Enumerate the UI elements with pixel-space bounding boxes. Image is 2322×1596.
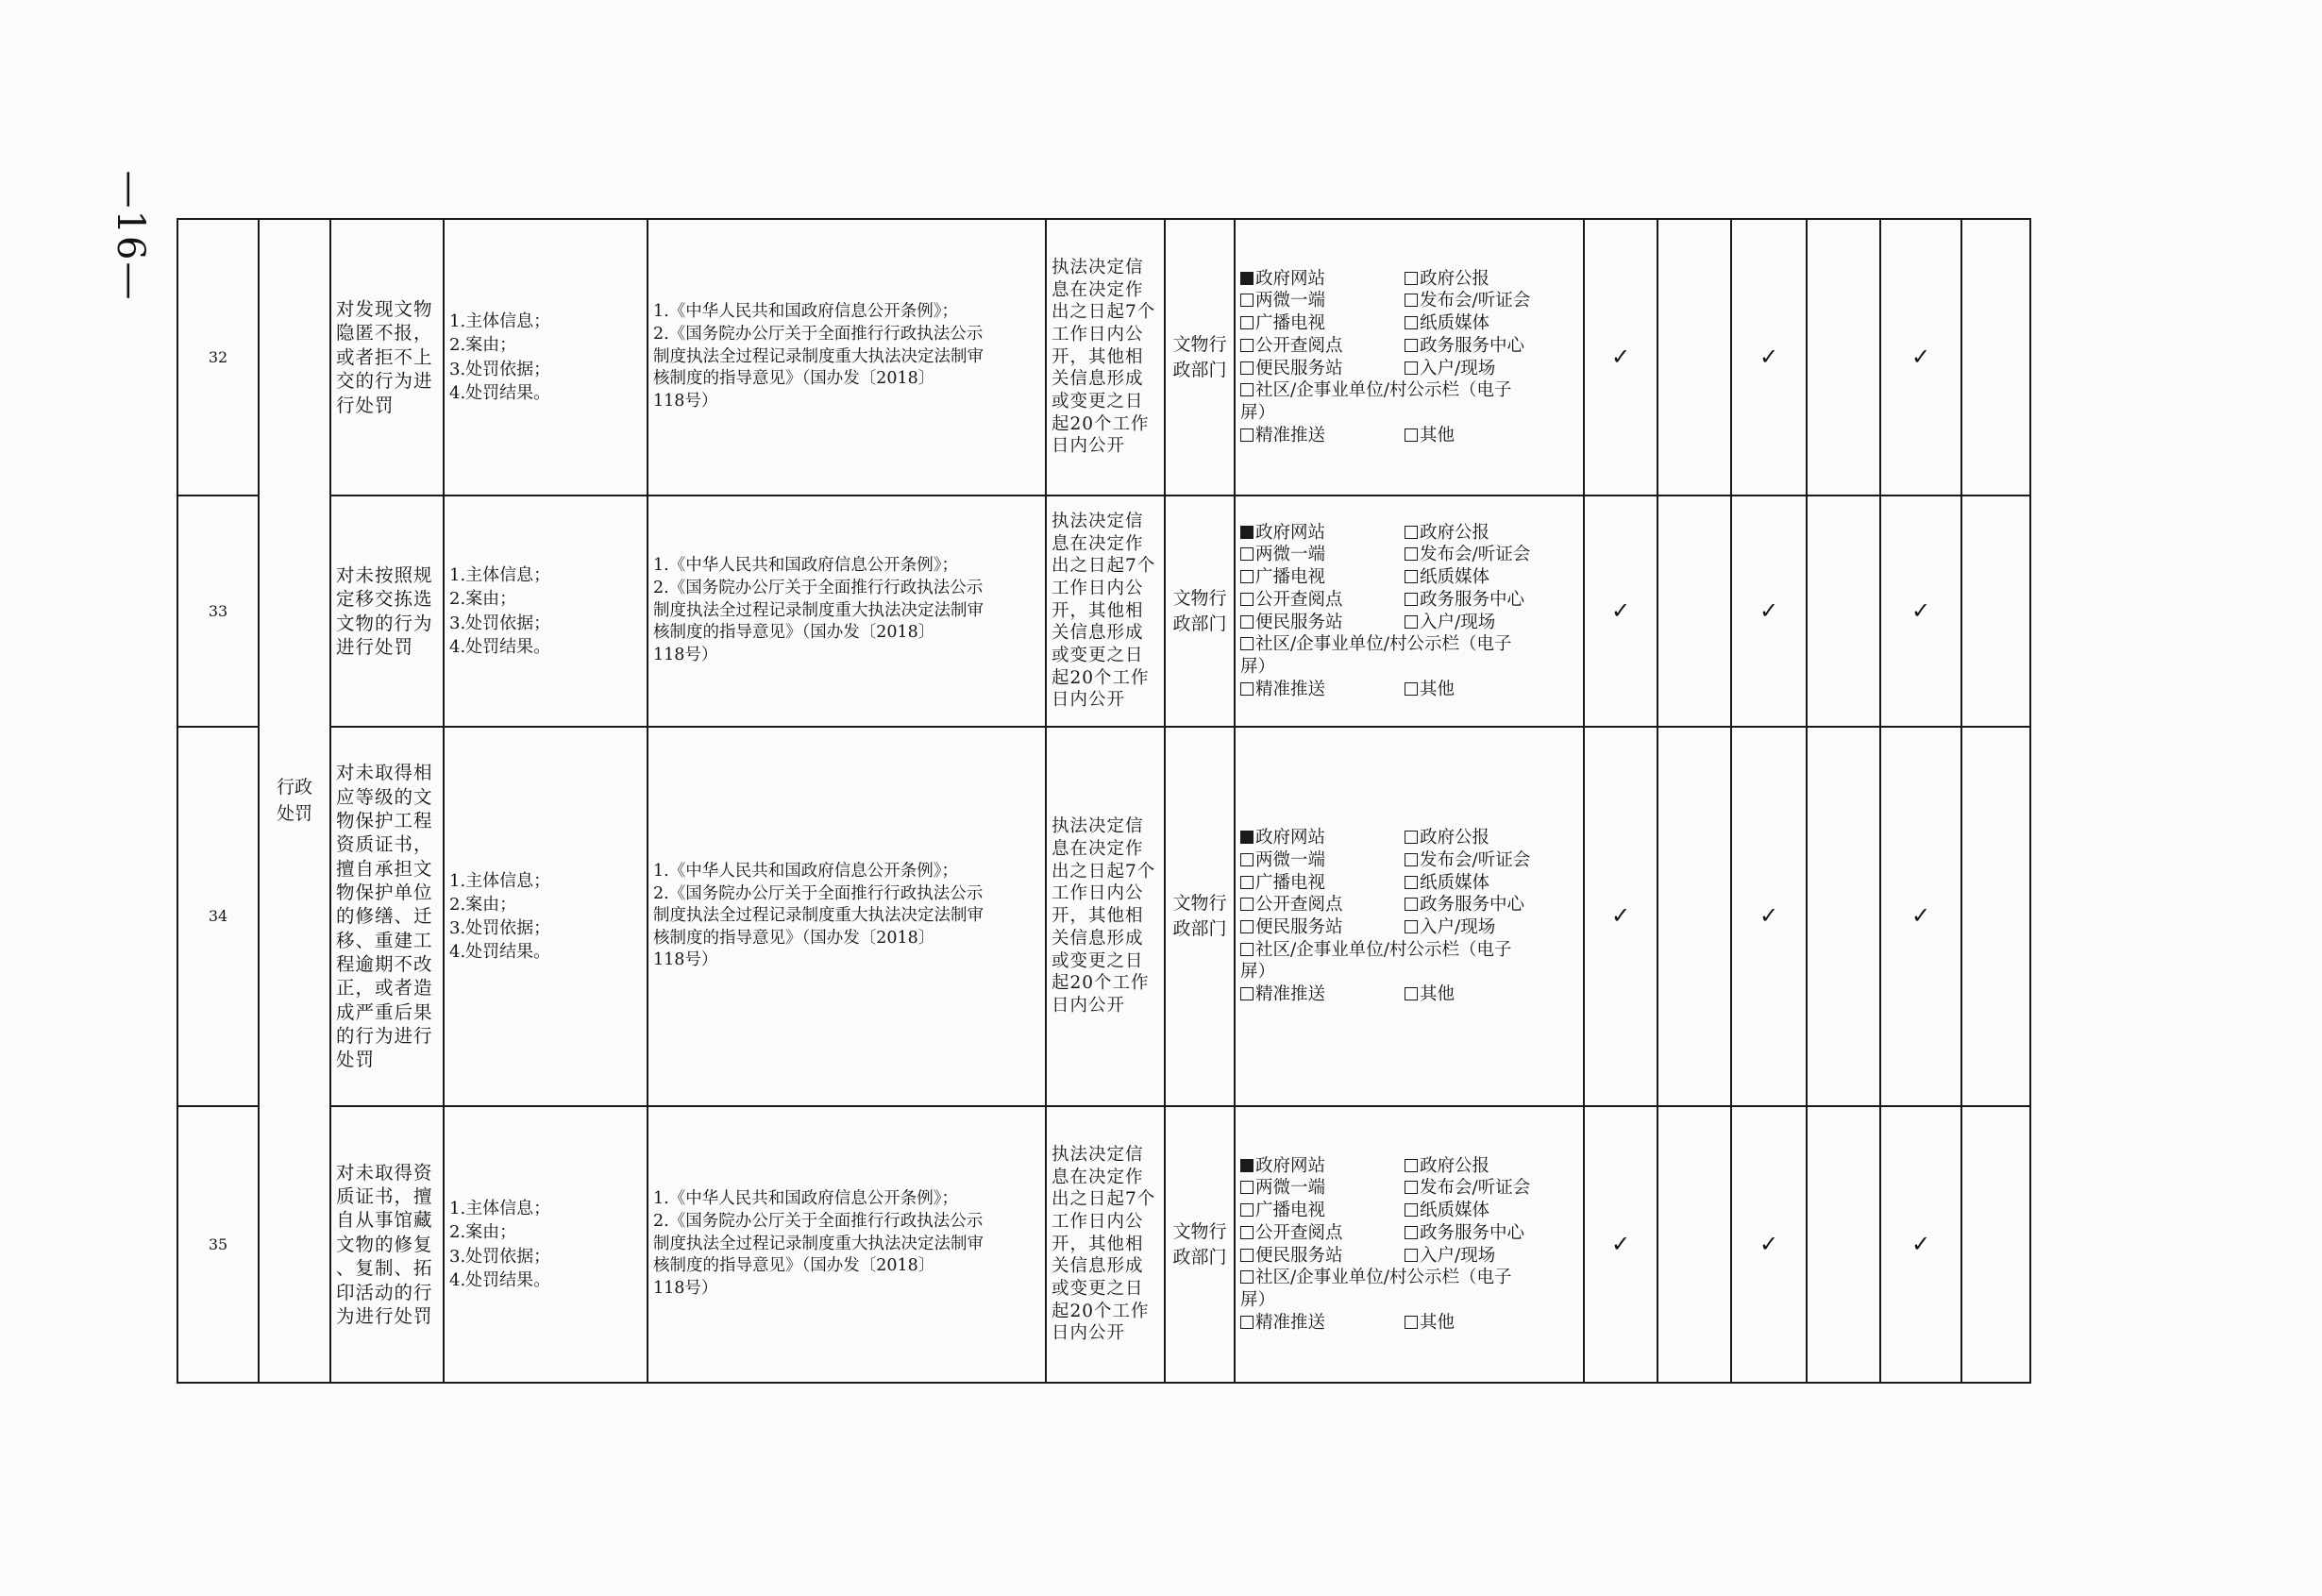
check-mark-cell: ✓ [1880,1106,1961,1383]
unchecked-box-icon[interactable] [1240,1270,1254,1284]
unchecked-box-icon[interactable] [1240,1249,1254,1262]
channel-option[interactable] [1240,939,1578,983]
basis-cell: 1.《中华人民共和国政府信息公开条例》； 2.《国务院办公厅关于全面推行行政执法公示 制度执法全过程记录制度重大执法决定法制审 核制度的指导意见》（国办发〔2018〕 118号） [648,727,1046,1106]
unchecked-box-icon[interactable] [1240,876,1254,889]
table-row [177,496,2030,727]
channel-option[interactable] [1240,379,1578,424]
channel-label: 发布会/听证会 [1420,849,1531,870]
content-item: 3.处罚依据； [449,613,551,633]
content-item: 2.案由； [449,1222,517,1243]
subject-cell: 文物行 政部门 [1165,496,1235,727]
check-mark-cell [1657,727,1731,1106]
unchecked-box-icon[interactable] [1405,682,1418,696]
channel-option[interactable] [1405,425,1578,447]
unchecked-box-icon[interactable] [1240,294,1254,307]
unchecked-box-icon[interactable] [1240,316,1254,329]
unchecked-box-icon[interactable] [1405,1226,1418,1239]
content-item: 3.处罚依据； [449,918,551,938]
channel-label: 广播电视 [1255,872,1326,893]
unchecked-box-icon[interactable] [1405,853,1418,866]
unchecked-box-icon[interactable] [1405,526,1418,539]
channel-label: 入户/现场 [1420,1245,1496,1266]
channel-label: 纸质媒体 [1420,313,1490,334]
channel-option[interactable] [1405,827,1578,849]
timing-cell: 执法决定信 息在决定作 出之日起7个 工作日内公 开，其他相 关信息形成 或变更之日 起20个工作 日内公开 [1046,219,1165,496]
channel-option[interactable] [1240,612,1405,634]
channel-option[interactable] [1240,1222,1405,1245]
timing-cell: 执法决定信 息在决定作 出之日起7个 工作日内公 开，其他相 关信息形成 或变更之日 起20个工作 日内公开 [1046,1106,1165,1383]
channel-option[interactable] [1405,1200,1578,1222]
channel-option[interactable] [1405,312,1578,335]
channel-label: 便民服务站 [1255,612,1343,632]
channel-option[interactable] [1405,268,1578,291]
content-item: 1.主体信息； [449,311,551,332]
unchecked-box-icon[interactable] [1240,547,1254,561]
channel-label: 发布会/听证会 [1420,545,1531,565]
channel-option[interactable] [1405,589,1578,612]
channel-option[interactable] [1240,1177,1405,1200]
unchecked-box-icon[interactable] [1405,831,1418,844]
checked-box-icon[interactable] [1240,272,1254,285]
unchecked-box-icon[interactable] [1405,272,1418,285]
unchecked-box-icon[interactable] [1405,920,1418,933]
unchecked-box-icon[interactable] [1405,361,1418,375]
basis-cell: 1.《中华人民共和国政府信息公开条例》； 2.《国务院办公厅关于全面推行行政执法公示 制度执法全过程记录制度重大执法决定法制审 核制度的指导意见》（国办发〔2018〕 118号） [648,1106,1046,1383]
unchecked-box-icon[interactable] [1405,339,1418,352]
unchecked-box-icon[interactable] [1405,876,1418,889]
channel-option[interactable] [1405,522,1578,545]
channel-option[interactable] [1405,358,1578,380]
subject-cell: 文物行 政部门 [1165,1106,1235,1383]
content-item: 2.案由； [449,589,517,610]
matter-cell: 对未取得资 质证书，擅 自从事馆藏 文物的修复 、复制、拓 印活动的行 为进行处罚 [330,1106,444,1383]
content-item: 3.处罚依据； [449,359,551,379]
channel-option[interactable] [1405,1312,1578,1335]
check-mark-cell: ✓ [1731,219,1807,496]
channels-cell [1235,1106,1584,1383]
channel-label: 政府公报 [1420,828,1490,848]
timing-cell: 执法决定信 息在决定作 出之日起7个 工作日内公 开，其他相 关信息形成 或变更之日 起20个工作 日内公开 [1046,727,1165,1106]
content-item: 1.主体信息； [449,565,551,586]
channel-label: 其他 [1420,425,1455,445]
check-mark-cell [1657,1106,1731,1383]
channel-label: 两微一端 [1255,291,1326,311]
channel-label: 社区/企事业单位/村公示栏（电子 屏） [1240,1268,1512,1310]
unchecked-box-icon[interactable] [1405,294,1418,307]
unchecked-box-icon[interactable] [1240,1203,1254,1217]
check-mark-cell [1961,496,2030,727]
channels-cell [1235,219,1584,496]
channel-label: 社区/企事业单位/村公示栏（电子 屏） [1240,380,1512,423]
unchecked-box-icon[interactable] [1405,547,1418,561]
channel-option[interactable] [1240,290,1405,312]
channel-label: 政府网站 [1255,1155,1326,1176]
channel-option[interactable] [1240,916,1405,939]
channel-label: 其他 [1420,1312,1455,1333]
channel-option[interactable] [1240,566,1405,589]
channel-option[interactable] [1405,1155,1578,1178]
unchecked-box-icon[interactable] [1240,943,1254,956]
channel-label: 社区/企事业单位/村公示栏（电子 屏） [1240,634,1512,677]
unchecked-box-icon[interactable] [1240,339,1254,352]
unchecked-box-icon[interactable] [1405,987,1418,1000]
channel-label: 广播电视 [1255,313,1326,334]
channel-label: 公开查阅点 [1255,335,1343,356]
unchecked-box-icon[interactable] [1240,593,1254,606]
channel-option[interactable] [1240,358,1405,380]
check-mark-cell [1657,496,1731,727]
channel-option[interactable] [1240,827,1405,849]
channel-label: 广播电视 [1255,1201,1326,1221]
unchecked-box-icon[interactable] [1405,316,1418,329]
channel-option[interactable] [1240,544,1405,566]
channel-label: 其他 [1420,984,1455,1005]
channel-option[interactable] [1405,544,1578,566]
matter-cell: 对未按照规 定移交拣选 文物的行为 进行处罚 [330,496,444,727]
content-item: 2.案由； [449,335,517,356]
content-item: 1.主体信息； [449,1199,551,1219]
check-mark-cell: ✓ [1584,496,1657,727]
basis-cell: 1.《中华人民共和国政府信息公开条例》； 2.《国务院办公厅关于全面推行行政执法公示 制度执法全过程记录制度重大执法决定法制审 核制度的指导意见》（国办发〔2018〕 118号） [648,496,1046,727]
unchecked-box-icon[interactable] [1405,1316,1418,1329]
check-mark-cell: ✓ [1880,496,1961,727]
check-mark-cell [1807,727,1880,1106]
channel-option[interactable] [1405,566,1578,589]
unchecked-box-icon[interactable] [1240,570,1254,583]
check-mark-cell [1961,1106,2030,1383]
channel-label: 公开查阅点 [1255,589,1343,610]
unchecked-box-icon[interactable] [1405,593,1418,606]
check-mark-cell: ✓ [1731,496,1807,727]
unchecked-box-icon[interactable] [1405,898,1418,911]
channel-option[interactable] [1240,1245,1405,1268]
content-cell [444,727,648,1106]
content-cell [444,1106,648,1383]
unchecked-box-icon[interactable] [1405,615,1418,629]
channel-option[interactable] [1240,1312,1405,1335]
category-cell: 行政 处罚 [259,219,330,1383]
unchecked-box-icon[interactable] [1240,898,1254,911]
channel-option[interactable] [1405,1177,1578,1200]
check-mark-cell [1807,1106,1880,1383]
channel-option[interactable] [1405,612,1578,634]
channel-label: 政府网站 [1255,522,1326,543]
channel-option[interactable] [1405,679,1578,701]
channel-option[interactable] [1240,312,1405,335]
channel-label: 便民服务站 [1255,917,1343,937]
table-row [177,219,2030,496]
unchecked-box-icon[interactable] [1405,1181,1418,1194]
channel-label: 两微一端 [1255,1178,1326,1199]
checked-box-icon[interactable] [1240,831,1254,844]
channel-label: 政务服务中心 [1420,335,1525,356]
matter-cell: 对未取得相 应等级的文 物保护工程 资质证书， 擅自承担文 物保护单位 的修缮、迁 移、重建工 程逾期不改 正，或者造 成严重后果 的行为进行 处罚 [330,727,444,1106]
channel-label: 入户/现场 [1420,612,1496,632]
unchecked-box-icon[interactable] [1240,853,1254,866]
checked-box-icon[interactable] [1240,526,1254,539]
table-row [177,727,2030,1106]
check-mark-cell: ✓ [1880,219,1961,496]
channel-option[interactable] [1405,894,1578,916]
channel-option[interactable] [1405,983,1578,1006]
channel-label: 政府网站 [1255,268,1326,289]
channel-label: 精准推送 [1255,679,1326,699]
channel-label: 社区/企事业单位/村公示栏（电子 屏） [1240,939,1512,983]
row-number: 35 [177,1106,259,1383]
checked-box-icon[interactable] [1240,1159,1254,1172]
channel-label: 发布会/听证会 [1420,291,1531,311]
channel-option[interactable] [1405,1245,1578,1268]
channel-option[interactable] [1240,589,1405,612]
channel-option[interactable] [1240,522,1405,545]
check-mark-cell [1807,496,1880,727]
matter-cell: 对发现文物 隐匿不报， 或者拒不上 交的行为进 行处罚 [330,219,444,496]
channel-label: 公开查阅点 [1255,1222,1343,1243]
content-item: 4.处罚结果。 [449,1269,551,1290]
row-number: 33 [177,496,259,727]
unchecked-box-icon[interactable] [1240,383,1254,396]
channel-label: 精准推送 [1255,984,1326,1005]
channel-label: 两微一端 [1255,849,1326,870]
content-item: 2.案由； [449,894,517,915]
channel-label: 政府公报 [1420,1155,1490,1176]
channel-label: 便民服务站 [1255,358,1343,378]
unchecked-box-icon[interactable] [1240,1316,1254,1329]
unchecked-box-icon[interactable] [1240,1226,1254,1239]
channel-option[interactable] [1240,335,1405,358]
channel-option[interactable] [1240,1200,1405,1222]
check-mark-cell: ✓ [1731,1106,1807,1383]
channel-label: 政务服务中心 [1420,895,1525,916]
channel-option[interactable] [1405,872,1578,895]
check-mark-cell [1657,219,1731,496]
channel-option[interactable] [1240,894,1405,916]
channel-label: 政府公报 [1420,522,1490,543]
check-mark-cell [1807,219,1880,496]
content-item: 4.处罚结果。 [449,382,551,403]
channel-label: 纸质媒体 [1420,1201,1490,1221]
channel-label: 纸质媒体 [1420,567,1490,588]
channel-label: 便民服务站 [1255,1245,1343,1266]
unchecked-box-icon[interactable] [1405,1159,1418,1172]
channel-label: 政府公报 [1420,268,1490,289]
channel-option[interactable] [1240,425,1405,447]
channel-label: 两微一端 [1255,545,1326,565]
channel-label: 公开查阅点 [1255,895,1343,916]
channels-cell [1235,727,1584,1106]
channel-option[interactable] [1405,849,1578,872]
channel-option[interactable] [1240,268,1405,291]
channel-option[interactable] [1405,290,1578,312]
unchecked-box-icon[interactable] [1240,920,1254,933]
unchecked-box-icon[interactable] [1405,428,1418,442]
page-number: —16— [109,170,152,302]
row-number: 34 [177,727,259,1106]
subject-cell: 文物行 政部门 [1165,219,1235,496]
channel-label: 政府网站 [1255,828,1326,848]
check-mark-cell [1961,727,2030,1106]
unchecked-box-icon[interactable] [1405,1203,1418,1217]
disclosure-table [177,218,2031,1384]
channel-label: 广播电视 [1255,567,1326,588]
channel-option[interactable] [1240,983,1405,1006]
channel-option[interactable] [1240,849,1405,872]
row-number: 32 [177,219,259,496]
channel-label: 精准推送 [1255,425,1326,445]
unchecked-box-icon[interactable] [1240,361,1254,375]
channel-option[interactable] [1240,679,1405,701]
channel-option[interactable] [1240,872,1405,895]
check-mark-cell [1961,219,2030,496]
channel-option[interactable] [1240,1267,1578,1311]
unchecked-box-icon[interactable] [1240,987,1254,1000]
unchecked-box-icon[interactable] [1240,428,1254,442]
unchecked-box-icon[interactable] [1240,637,1254,650]
subject-cell: 文物行 政部门 [1165,727,1235,1106]
unchecked-box-icon[interactable] [1240,682,1254,696]
channel-label: 政务服务中心 [1420,1222,1525,1243]
channels-cell [1235,496,1584,727]
content-item: 3.处罚依据； [449,1246,551,1267]
channel-option[interactable] [1405,1222,1578,1245]
channel-label: 其他 [1420,679,1455,699]
check-mark-cell: ✓ [1584,1106,1657,1383]
unchecked-box-icon[interactable] [1240,1181,1254,1194]
channel-option[interactable] [1240,1155,1405,1178]
channel-label: 纸质媒体 [1420,872,1490,893]
channel-label: 政务服务中心 [1420,589,1525,610]
content-item: 4.处罚结果。 [449,942,551,963]
channel-label: 精准推送 [1255,1312,1326,1333]
timing-cell: 执法决定信 息在决定作 出之日起7个 工作日内公 开，其他相 关信息形成 或变更之日 起20个工作 日内公开 [1046,496,1165,727]
table-body [177,219,2030,1383]
content-item: 4.处罚结果。 [449,636,551,657]
channel-option[interactable] [1405,335,1578,358]
basis-cell: 1.《中华人民共和国政府信息公开条例》； 2.《国务院办公厅关于全面推行行政执法公示 制度执法全过程记录制度重大执法决定法制审 核制度的指导意见》（国办发〔2018〕 118号） [648,219,1046,496]
channel-label: 入户/现场 [1420,917,1496,937]
content-item: 1.主体信息； [449,870,551,891]
unchecked-box-icon[interactable] [1405,570,1418,583]
check-mark-cell: ✓ [1880,727,1961,1106]
table-row [177,1106,2030,1383]
unchecked-box-icon[interactable] [1405,1249,1418,1262]
channel-label: 入户/现场 [1420,358,1496,378]
content-cell [444,219,648,496]
check-mark-cell: ✓ [1584,727,1657,1106]
channel-option[interactable] [1405,916,1578,939]
channel-label: 发布会/听证会 [1420,1178,1531,1199]
content-cell [444,496,648,727]
unchecked-box-icon[interactable] [1240,615,1254,629]
check-mark-cell: ✓ [1731,727,1807,1106]
channel-option[interactable] [1240,633,1578,678]
check-mark-cell: ✓ [1584,219,1657,496]
